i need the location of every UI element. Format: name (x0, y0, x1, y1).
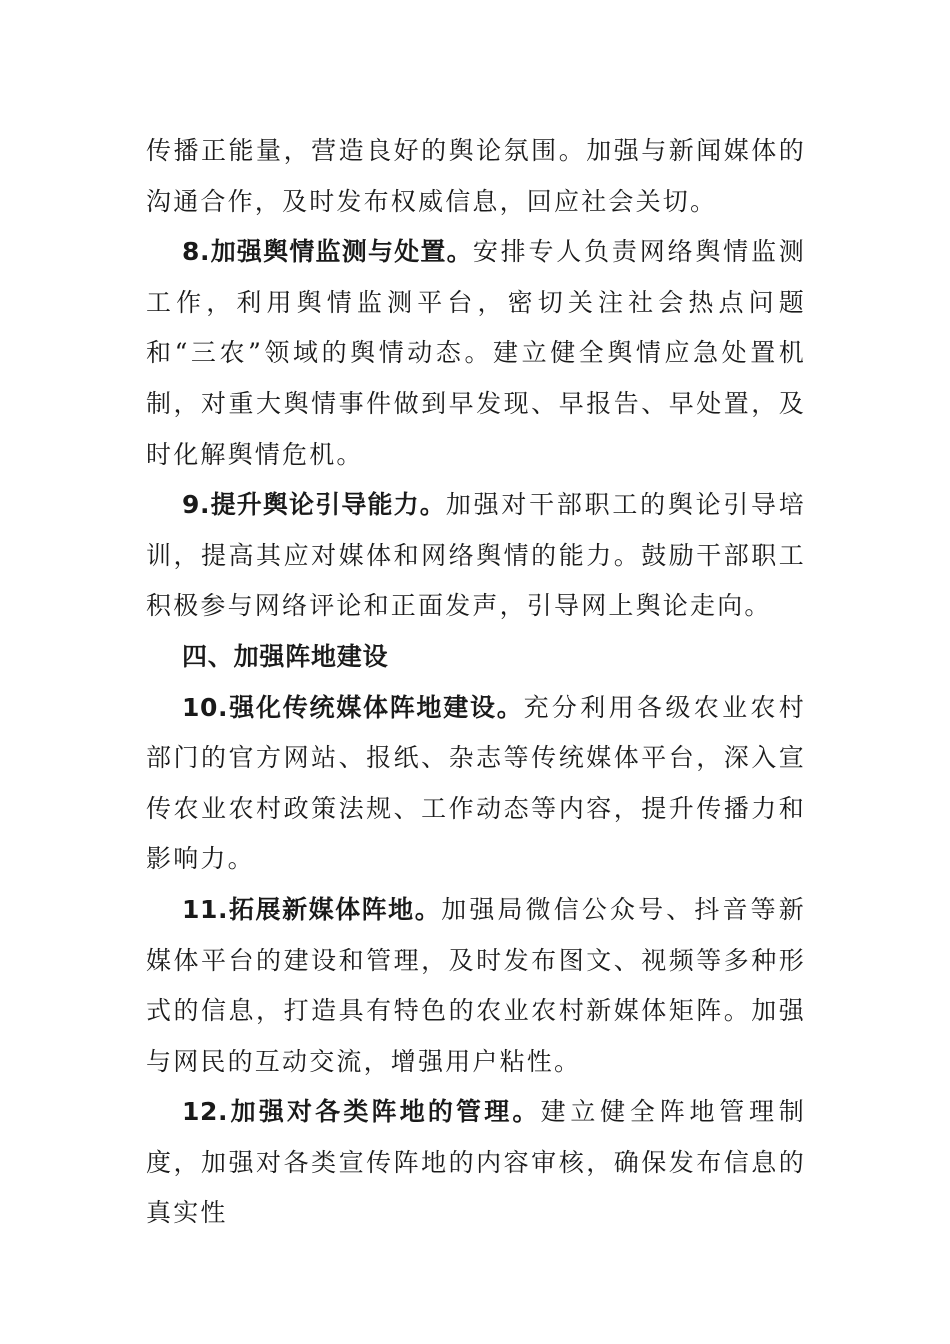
paragraph-lead: 8.加强舆情监测与处置。 (182, 237, 473, 267)
paragraph-lead: 12.加强对各类阵地的管理。 (182, 1097, 541, 1127)
document-body (146, 126, 806, 1239)
paragraph-body: 建立健全阵地管理制度，加强对各类宣传阵地的内容审核，确保发布信息的真实性 (146, 1097, 806, 1228)
paragraph-item-12 (146, 1087, 806, 1239)
paragraph-body: 加强局微信公众号、抖音等新媒体平台的建设和管理，及时发布图文、视频等多种形式的信息，打造具有特色的农业农村新媒体矩阵。加强与网民的互动交流，增强用户粘性。 (146, 894, 806, 1076)
section-heading: 四、加强阵地建设 (182, 641, 389, 671)
paragraph-body: 传播正能量，营造良好的舆论氛围。加强与新闻媒体的沟通合作，及时发布权威信息，回应社会关切。 (146, 136, 806, 216)
paragraph-item-10 (146, 683, 806, 885)
paragraph-continuation (146, 126, 806, 227)
paragraph-lead: 11.拓展新媒体阵地。 (182, 894, 442, 924)
paragraph-body: 加强对干部职工的舆论引导培训，提高其应对媒体和网络舆情的能力。鼓励干部职工积极参与网络评论和正面发声，引导网上舆论走向。 (146, 490, 806, 621)
paragraph-item-8 (146, 227, 806, 480)
paragraph-body: 充分利用各级农业农村部门的官方网站、报纸、杂志等传统媒体平台，深入宣传农业农村政策法规、工作动态等内容，提升传播力和影响力。 (146, 692, 806, 874)
paragraph-item-9 (146, 480, 806, 632)
paragraph-item-11 (146, 885, 806, 1087)
paragraph-lead: 9.提升舆论引导能力。 (182, 490, 446, 520)
paragraph-lead: 10.强化传统媒体阵地建设。 (182, 692, 524, 722)
paragraph-body: 安排专人负责网络舆情监测工作，利用舆情监测平台，密切关注社会热点问题和“三农”领域的舆情动态。建立健全舆情应急处置机制，对重大舆情事件做到早发现、早报告、早处置，及时化解舆情危机。 (146, 237, 806, 469)
